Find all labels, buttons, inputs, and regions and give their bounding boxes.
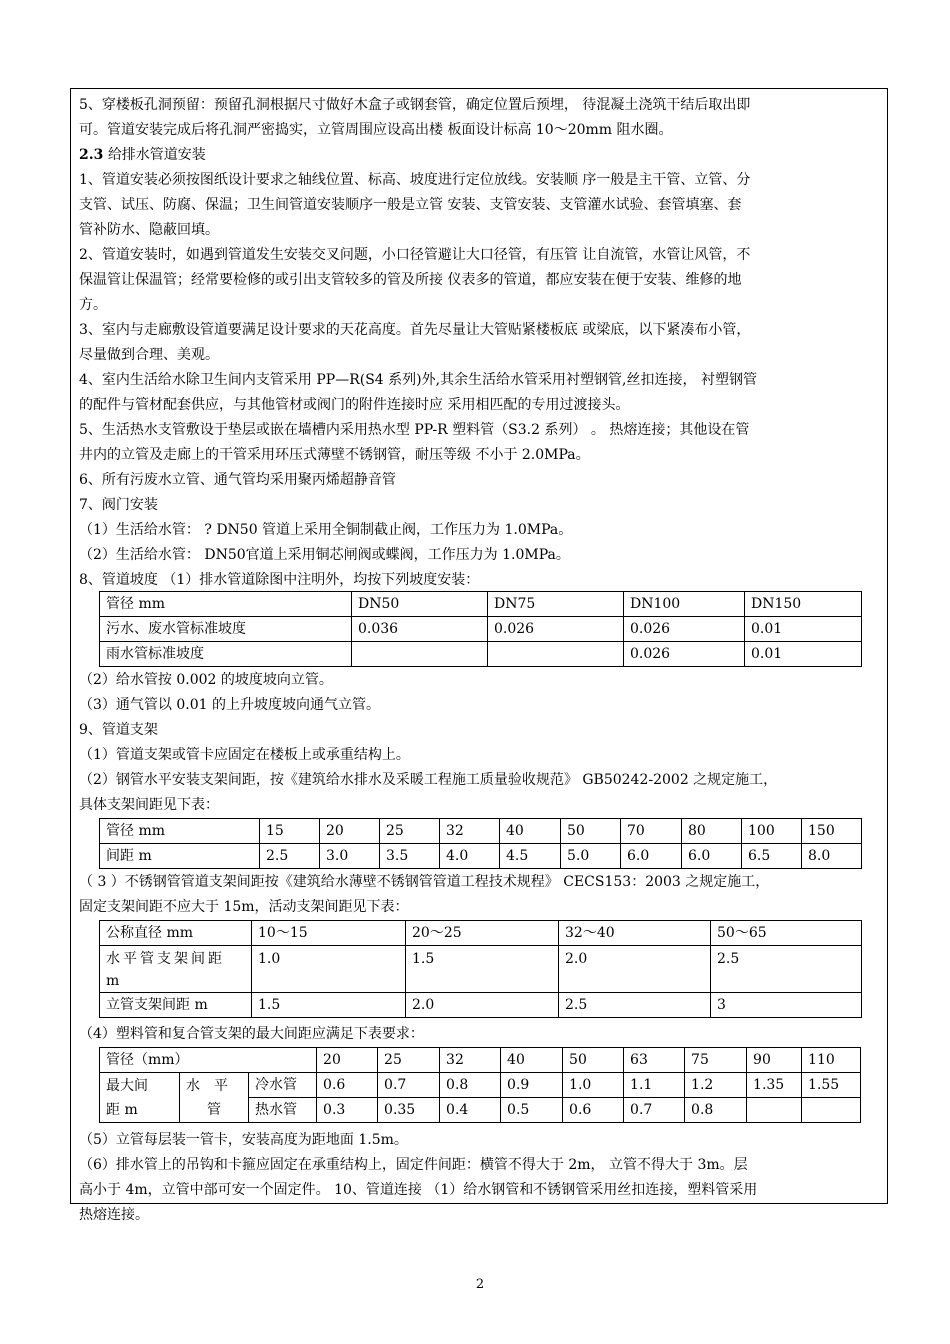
table-cell: 2.5: [559, 993, 711, 1018]
table-row: [100, 592, 862, 617]
cell-line: 最大间: [106, 1077, 148, 1094]
table-cell: 污水、废水管标准坡度: [100, 617, 352, 642]
table-cell: 70: [621, 819, 682, 844]
table-cell: 3.0: [320, 844, 380, 869]
table-cell: 10～15: [252, 921, 406, 946]
table-cell: 20: [320, 819, 380, 844]
table-cell: 管径（mm）: [100, 1048, 317, 1073]
table-cell: 1.0: [252, 946, 406, 993]
table-cell: 0.8: [685, 1098, 747, 1123]
table-cell: 3.5: [380, 844, 440, 869]
table-cell: 75: [685, 1048, 747, 1073]
paragraph-line: 8、管道坡度 （1）排水管道除图中注明外，均按下列坡度安装：: [79, 572, 480, 588]
table-cell: 1.5: [406, 946, 559, 993]
table-cell: 1.35: [747, 1073, 802, 1098]
table-cell: 50: [561, 819, 621, 844]
table-row: [100, 946, 862, 993]
paragraph-line: （1）管道支架或管卡应固定在楼板上或承重结构上。: [79, 747, 410, 763]
table-row: [100, 1048, 861, 1073]
paragraph-line: 井内的立管及走廊上的干管采用环压式薄壁不锈钢管，耐压等级 不小于 2.0MPa。: [79, 447, 590, 463]
table-cell: DN50: [352, 592, 488, 617]
table-cell: 0.4: [440, 1098, 501, 1123]
paragraph-line: （ 3 ）不锈钢管管道支架间距按《建筑给水薄壁不锈钢管管道工程技术规程》 CECS153：2003 之规定施工，: [79, 874, 770, 890]
table-cell: 0.6: [563, 1098, 624, 1123]
cell-line: m: [106, 973, 120, 989]
table-cell: 立管支架间距 m: [100, 993, 252, 1018]
table-cell: 110: [802, 1048, 861, 1073]
table-cell: 公称直径 mm: [100, 921, 252, 946]
cell-line: 水平: [186, 1077, 242, 1094]
table-cell: 20: [317, 1048, 378, 1073]
table-cell: 管径 mm: [100, 592, 352, 617]
table-cell: 冷水管: [249, 1073, 317, 1098]
table-cell: 20～25: [406, 921, 559, 946]
table-cell: 32～40: [559, 921, 711, 946]
paragraph-line: 5、穿楼板孔洞预留：预留孔洞根据尺寸做好木盒子或钢套管，确定位置后预埋， 待混凝土浇筑干结后取出即: [79, 97, 751, 113]
paragraph-line: （3）通气管以 0.01 的上升坡度坡向通气立管。: [79, 697, 380, 713]
table-cell: DN75: [488, 592, 624, 617]
paragraph-line: 可。管道安装完成后将孔洞严密捣实，立管周围应设高出楼 板面设计标高 10～20mm 阻水圈。: [79, 122, 673, 138]
table-cell: 50～65: [711, 921, 862, 946]
paragraph-line: 固定支架间距不应大于 15m，活动支架间距见下表：: [79, 899, 409, 915]
paragraph-line: 3、室内与走廊敷设管道要满足设计要求的天花高度。首先尽量让大管贴紧楼板底 或梁底，以下紧凑布小管，: [79, 322, 751, 338]
paragraph-line: 4、室内生活给水除卫生间内支管采用 PP—R(S4 系列)外,其余生活给水管采用衬塑钢管,丝扣连接， 衬塑钢管: [79, 372, 757, 388]
table-cell: 25: [378, 1048, 440, 1073]
table-cell: 80: [682, 819, 742, 844]
table-cell: 1.2: [685, 1073, 747, 1098]
table-cell: 间距 m: [100, 844, 260, 869]
paragraph-line: （2）给水管按 0.002 的坡度坡向立管。: [79, 672, 333, 688]
paragraph-line: （2）生活给水管： DN50官道上采用铜芯闸阀或蝶阀，工作压力为 1.0MPa。: [79, 547, 570, 563]
table-cell: 1.0: [563, 1073, 624, 1098]
paragraph-line: （1）生活给水管： ? DN50 管道上采用全铜制截止阀，工作压力为 1.0MPa。: [79, 522, 573, 538]
cell-line: 水平管支架间距: [106, 951, 225, 967]
page-number: 2: [475, 1277, 485, 1292]
table-cell: [488, 642, 624, 667]
slope-table: [99, 591, 862, 667]
table-cell: 32: [440, 1048, 501, 1073]
paragraph-line: 7、阀门安装: [79, 497, 158, 513]
table-cell: 1.1: [624, 1073, 685, 1098]
section-title: 给排水管道安装: [107, 147, 206, 163]
table-cell: [747, 1098, 802, 1123]
paragraph-line: 热熔连接。: [79, 1207, 149, 1223]
table-row: [100, 1073, 861, 1098]
paragraph-line: 6、所有污废水立管、通气管均采用聚丙烯超静音管: [79, 472, 396, 488]
table-cell: 0.8: [440, 1073, 501, 1098]
table-cell: 50: [563, 1048, 624, 1073]
paragraph-line: 2、管道安装时，如遇到管道发生安装交叉问题，小口径管避让大口径管，有压管 让自流管，水管让风管，不: [79, 247, 751, 263]
table-cell: 热水管: [249, 1098, 317, 1123]
table-cell: 63: [624, 1048, 685, 1073]
paragraph-line: （2）钢管水平安装支架间距，按《建筑给水排水及采暖工程施工质量验收规范》 GB50242-2002 之规定施工，: [79, 772, 778, 788]
table-cell: 管径 mm: [100, 819, 260, 844]
table-cell: 2.5: [711, 946, 862, 993]
table-cell: 32: [440, 819, 500, 844]
table-cell: 6.0: [621, 844, 682, 869]
table-cell: [802, 1098, 861, 1123]
table-cell: 2.0: [559, 946, 711, 993]
paragraph-line: 9、管道支架: [79, 722, 158, 738]
paragraph-line: （5）立管每层装一管卡，安装高度为距地面 1.5m。: [79, 1132, 408, 1148]
table-cell: 100: [742, 819, 802, 844]
table-cell: 0.026: [624, 617, 745, 642]
table-cell: 0.35: [378, 1098, 440, 1123]
section-number: 2.3: [79, 147, 104, 163]
table-cell: 40: [500, 819, 561, 844]
table-cell: 0.7: [624, 1098, 685, 1123]
table-cell: 0.026: [624, 642, 745, 667]
paragraph-line: 保温管让保温管；经常要检修的或引出支管较多的管及所接 仪表多的管道，都应安装在便于安装、维修的地: [79, 272, 742, 288]
table-row: [100, 617, 862, 642]
table-cell: 6.0: [682, 844, 742, 869]
table-cell: 0.7: [378, 1073, 440, 1098]
table-cell: 0.01: [745, 642, 862, 667]
paragraph-line: 的配件与管材配套供应，与其他管材或阀门的附件连接时应 采用相匹配的专用过渡接头。: [79, 397, 630, 413]
paragraph-line: （6）排水管上的吊钩和卡箍应固定在承重结构上，固定件间距：横管不得大于 2m， 立管不得大于 3m。层: [79, 1157, 748, 1173]
table-cell: 150: [802, 819, 862, 844]
table-cell: 15: [260, 819, 320, 844]
table-cell: 8.0: [802, 844, 862, 869]
table-cell: [100, 1073, 180, 1123]
table-cell: 5.0: [561, 844, 621, 869]
paragraph-line: 支管、试压、防腐、保温；卫生间管道安装顺序一般是立管 安装、支管安装、支管灌水试验、套管填塞、套: [79, 197, 742, 213]
table-cell: 0.3: [317, 1098, 378, 1123]
table-cell: 40: [501, 1048, 563, 1073]
table-row: [100, 921, 862, 946]
section-heading: [79, 146, 885, 164]
table-cell: 1.55: [802, 1073, 861, 1098]
table-cell: [352, 642, 488, 667]
table-cell: DN150: [745, 592, 862, 617]
table-cell: 90: [747, 1048, 802, 1073]
table-cell: 0.036: [352, 617, 488, 642]
steel-pipe-support-table: [99, 818, 862, 869]
table-cell: 1.5: [252, 993, 406, 1018]
table-cell: 0.9: [501, 1073, 563, 1098]
paragraph-line: 具体支架间距见下表：: [79, 797, 219, 813]
table-row: [100, 993, 862, 1018]
paragraph-line: （4）塑料管和复合管支架的最大间距应满足下表要求：: [79, 1026, 424, 1042]
plastic-pipe-support-table: [99, 1047, 861, 1123]
paragraph-line: 1、管道安装必须按图纸设计要求之轴线位置、标高、坡度进行定位放线。安装顺 序一般是主干管、立管、分: [79, 172, 751, 188]
paragraph-line: 5、生活热水支管敷设于垫层或嵌在墙槽内采用热水型 PP-R 塑料管（S3.2 系列） 。 热熔连接；其他设在管: [79, 422, 750, 438]
stainless-pipe-support-table: [99, 920, 862, 1018]
paragraph-line: 方。: [79, 297, 107, 313]
table-cell: 25: [380, 819, 440, 844]
paragraph-line: 尽量做到合理、美观。: [79, 347, 219, 363]
table-row: [100, 819, 862, 844]
table-row: [100, 642, 862, 667]
table-cell: 0.026: [488, 617, 624, 642]
table-cell: 0.5: [501, 1098, 563, 1123]
table-cell: [180, 1073, 249, 1123]
table-cell: 2.0: [406, 993, 559, 1018]
table-cell: 3: [711, 993, 862, 1018]
table-cell: 4.5: [500, 844, 561, 869]
paragraph-line: 高小于 4m，立管中部可安一个固定件。 10、管道连接 （1）给水钢管和不锈钢管采用丝扣连接，塑料管采用: [79, 1182, 758, 1198]
table-cell: 6.5: [742, 844, 802, 869]
table-cell: 雨水管标准坡度: [100, 642, 352, 667]
table-cell: DN100: [624, 592, 745, 617]
paragraph-line: 管补防水、隐蔽回填。: [79, 222, 219, 238]
table-cell: 4.0: [440, 844, 500, 869]
table-cell: 0.01: [745, 617, 862, 642]
table-cell: 0.6: [317, 1073, 378, 1098]
cell-line: 距 m: [106, 1101, 138, 1118]
table-row: [100, 844, 862, 869]
table-cell: 2.5: [260, 844, 320, 869]
table-cell: [100, 946, 252, 993]
cell-line: 管: [207, 1101, 221, 1118]
